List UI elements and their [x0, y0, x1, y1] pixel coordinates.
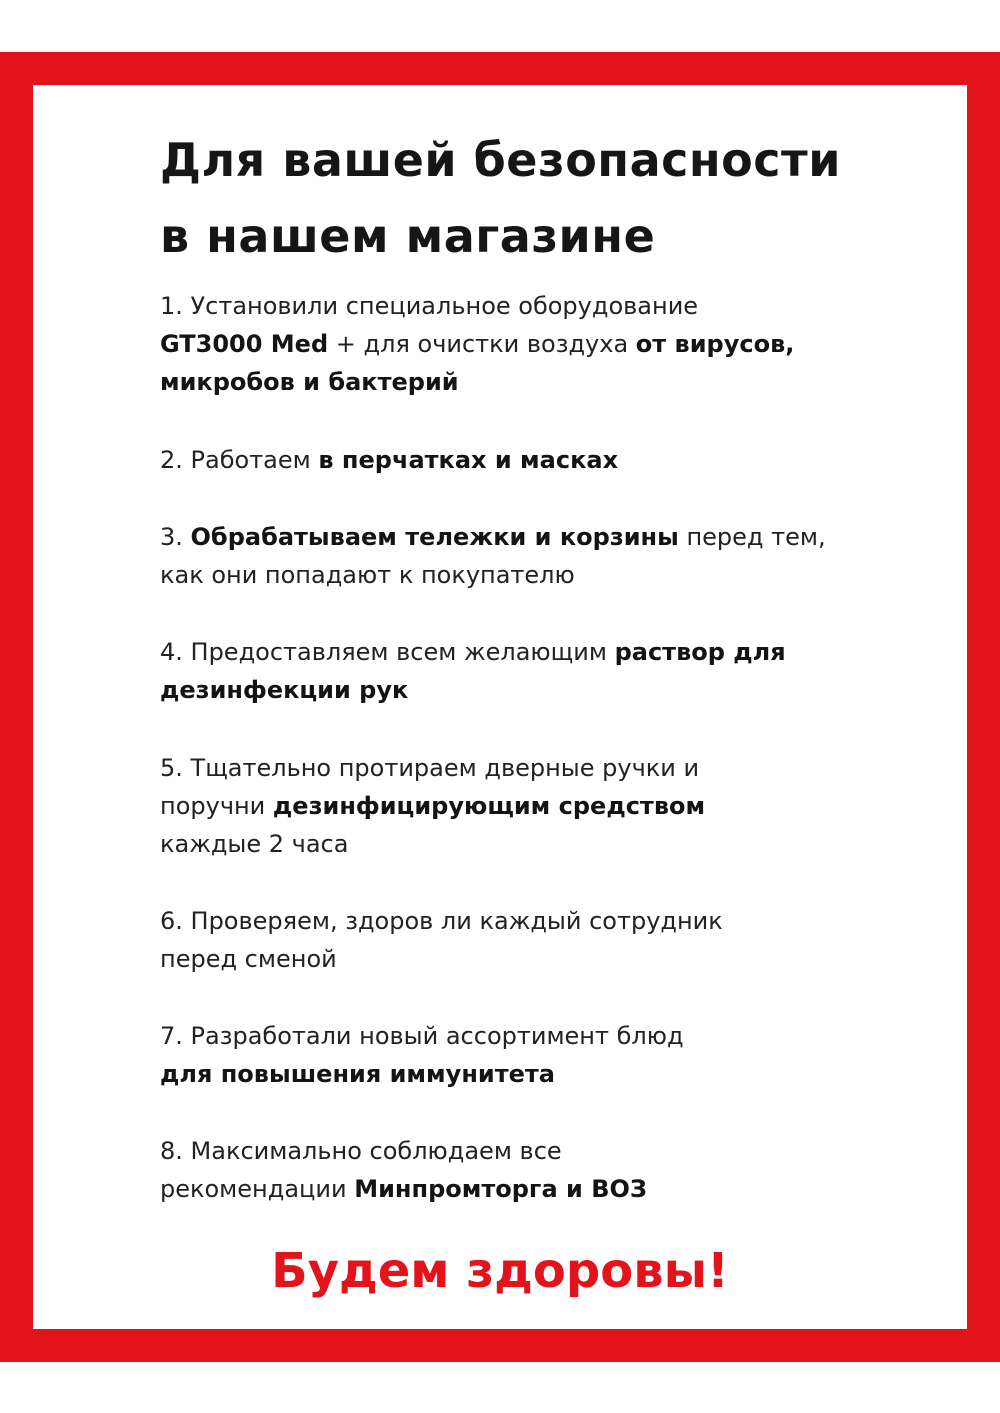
item-4-line-1: 4. Предоставляем всем желающим раствор для [160, 638, 786, 666]
title-line-2: в нашем магазине [160, 209, 656, 263]
list-item-6 [160, 902, 723, 978]
list-item-1 [160, 287, 794, 401]
page-title [160, 122, 841, 274]
item-8-line-1: 8. Максимально соблюдаем все [160, 1137, 562, 1165]
list-item-5 [160, 749, 705, 863]
item-7-line-2: для повышения иммунитета [160, 1060, 556, 1088]
item-7-line-1: 7. Разработали новый ассортимент блюд [160, 1022, 684, 1050]
list-item-2 [160, 441, 618, 479]
list-item-4 [160, 633, 786, 709]
item-5-line-3: каждые 2 часа [160, 830, 349, 858]
item-1-line-1: 1. Установили специальное оборудование [160, 292, 699, 320]
title-line-1: Для вашей безопасности [160, 133, 841, 187]
item-6-line-2: перед сменой [160, 945, 337, 973]
item-8-line-2: рекомендации Минпромторга и ВОЗ [160, 1175, 647, 1203]
item-3-line-1: 3. Обрабатываем тележки и корзины перед тем, [160, 523, 826, 551]
closing-slogan: Будем здоровы! [271, 1243, 729, 1299]
item-6-line-1: 6. Проверяем, здоров ли каждый сотрудник [160, 907, 723, 935]
item-5-line-2: поручни дезинфицирующим средством [160, 792, 706, 820]
item-1-line-2: GT3000 Med + для очистки воздуха от вирусов, [160, 330, 795, 358]
item-1-line-3: микробов и бактерий [160, 368, 459, 396]
item-2-line-1: 2. Работаем в перчатках и масках [160, 446, 619, 474]
list-item-7 [160, 1017, 684, 1093]
item-3-line-2: как они попадают к покупателю [160, 561, 575, 589]
list-item-8 [160, 1132, 647, 1208]
item-5-line-1: 5. Тщательно протираем дверные ручки и [160, 754, 700, 782]
list-item-3 [160, 518, 826, 594]
item-4-line-2: дезинфекции рук [160, 676, 409, 704]
